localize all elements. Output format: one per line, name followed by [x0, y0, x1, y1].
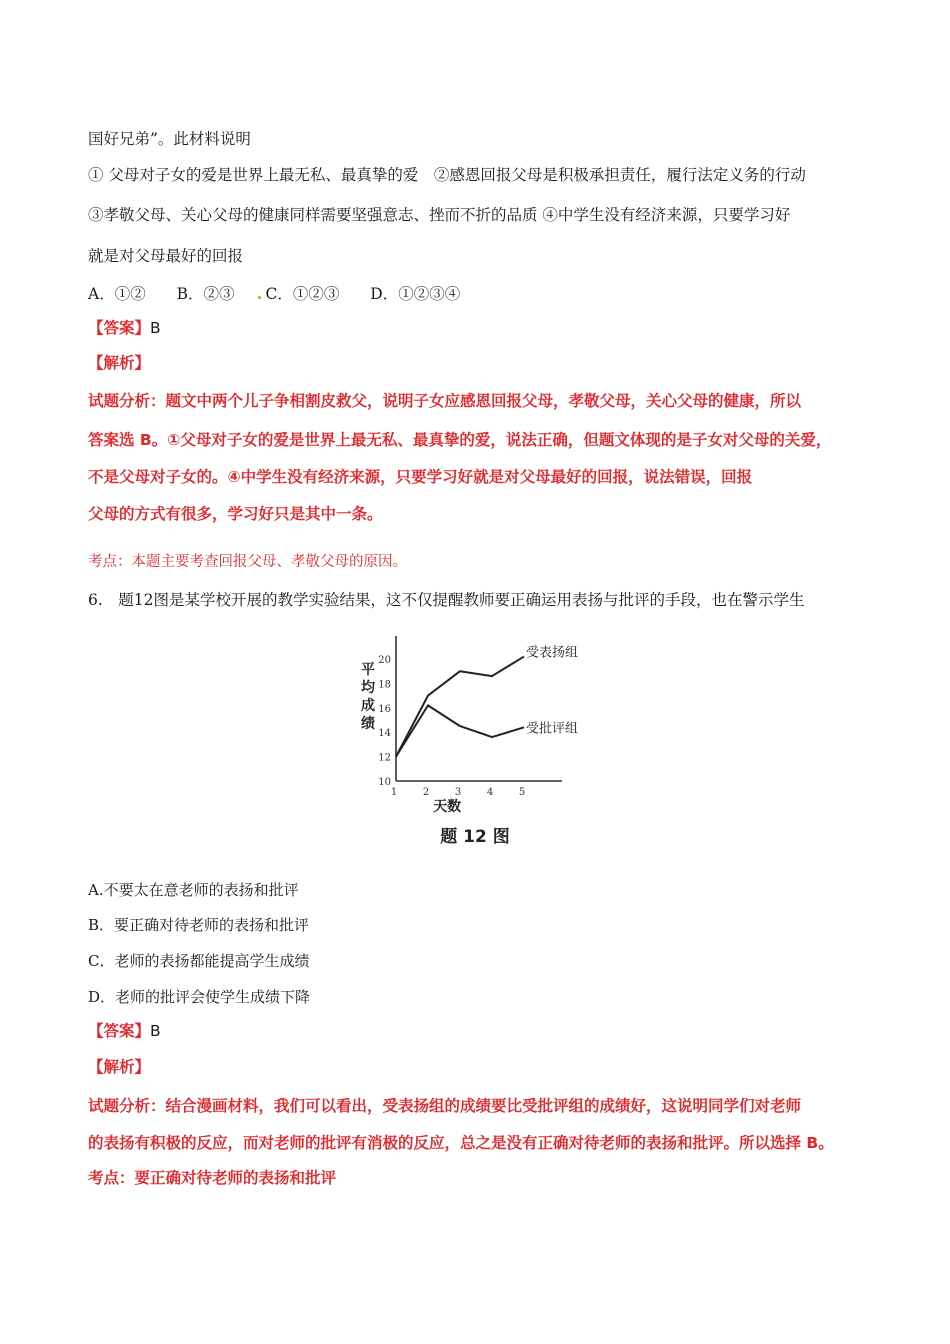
series-label: 受表扬组: [526, 645, 579, 661]
q5-statement-line-1: ① 父母对子女的爱是世界上最无私、最真挚的爱 ②感恩回报父母是积极承担责任，履行法定义务的行动: [88, 166, 806, 184]
q6-option-c[interactable]: C．老师的表扬都能提高学生成绩: [88, 952, 310, 970]
q6-stem: 6. 题12图是某学校开展的教学实验结果，这不仅提醒教师要正确运用表扬与批评的手段，也在警示学生: [88, 591, 805, 609]
q5-answer: [88, 316, 161, 338]
y-axis-label: 成: [361, 698, 375, 714]
q6-answer-tag: 【答案】: [88, 1022, 151, 1040]
stray-dot: [258, 296, 261, 299]
y-axis-label: 平: [361, 662, 375, 678]
x-tick-label: 4: [486, 787, 494, 798]
q5-answer-tag: 【答案】: [88, 319, 151, 337]
x-tick-label: 3: [454, 787, 462, 798]
q5-analysis-line-3: 不是父母对子女的。④中学生没有经济来源，只要学习好就是对父母最好的回报，说法错误，回报: [88, 468, 753, 486]
q5-analysis-line-2: 答案选 B。①父母对子女的爱是世界上最无私、最真挚的爱，说法正确，但题文体现的是子女对父母的关爱，: [88, 431, 832, 449]
y-tick-label: 16: [378, 703, 391, 715]
y-tick-label: 12: [378, 752, 391, 764]
q6-analysis-line-2: 的表扬有积极的反应，而对老师的批评有消极的反应，总之是没有正确对待老师的表扬和批评。所以选择 B。: [88, 1134, 834, 1152]
line-chart: [340, 626, 610, 818]
x-tick-label: 2: [422, 787, 430, 798]
q6-option-a[interactable]: A.不要太在意老师的表扬和批评: [88, 881, 299, 899]
q5-answer-value: B: [150, 319, 161, 337]
series-line-1: [396, 657, 524, 757]
q5-option-b[interactable]: B．②③: [176, 285, 235, 303]
q5-option-a[interactable]: A．①②: [88, 285, 146, 303]
x-axis-label: 天数: [433, 799, 462, 815]
y-axis-label: 均: [361, 680, 375, 696]
figure-caption: 题 12 图: [440, 827, 510, 847]
q6-analysis-tag: 【解析】: [88, 1058, 151, 1076]
q5-analysis-line-1: 试题分析：题文中两个儿子争相割皮救父，说明子女应感恩回报父母，孝敬父母，关心父母的健康，所以: [88, 392, 802, 410]
q5-statement-line-3: 就是对父母最好的回报: [88, 247, 244, 265]
q5-option-d[interactable]: D．①②③④: [370, 285, 461, 303]
y-tick-label: 14: [378, 728, 391, 740]
y-tick-label: 10: [378, 777, 391, 788]
series-line-2: [396, 705, 524, 756]
x-tick-label: 5: [518, 787, 526, 798]
q5-continuation: 国好兄弟”。此材料说明: [88, 130, 251, 148]
y-axis-label: 绩: [361, 716, 375, 732]
q6-answer-value: B: [150, 1022, 161, 1040]
y-tick-label: 20: [378, 655, 391, 666]
q6-option-d[interactable]: D．老师的批评会使学生成绩下降: [88, 988, 311, 1006]
q5-kaodian: 考点：本题主要考查回报父母、孝敬父母的原因。: [88, 554, 407, 570]
q6-answer: [88, 1019, 161, 1041]
q5-analysis-tag: 【解析】: [88, 354, 151, 372]
y-tick-label: 18: [378, 679, 391, 691]
q5-options: [88, 282, 486, 304]
q6-option-b[interactable]: B．要正确对待老师的表扬和批评: [88, 916, 310, 934]
q6-kaodian: 考点：要正确对待老师的表扬和批评: [88, 1169, 337, 1187]
x-tick-label: 1: [390, 787, 398, 798]
q5-option-c[interactable]: C．①②③: [265, 285, 340, 303]
q5-analysis-line-4: 父母的方式有很多，学习好只是其中一条。: [88, 505, 383, 523]
series-label: 受批评组: [526, 721, 579, 737]
q5-statement-line-2: ③孝敬父母、关心父母的健康同样需要坚强意志、挫而不折的品质 ④中学生没有经济来源，只要学习好: [88, 206, 791, 224]
q6-analysis-line-1: 试题分析：结合漫画材料，我们可以看出，受表扬组的成绩要比受批评组的成绩好，这说明同学们对老师: [88, 1097, 802, 1115]
